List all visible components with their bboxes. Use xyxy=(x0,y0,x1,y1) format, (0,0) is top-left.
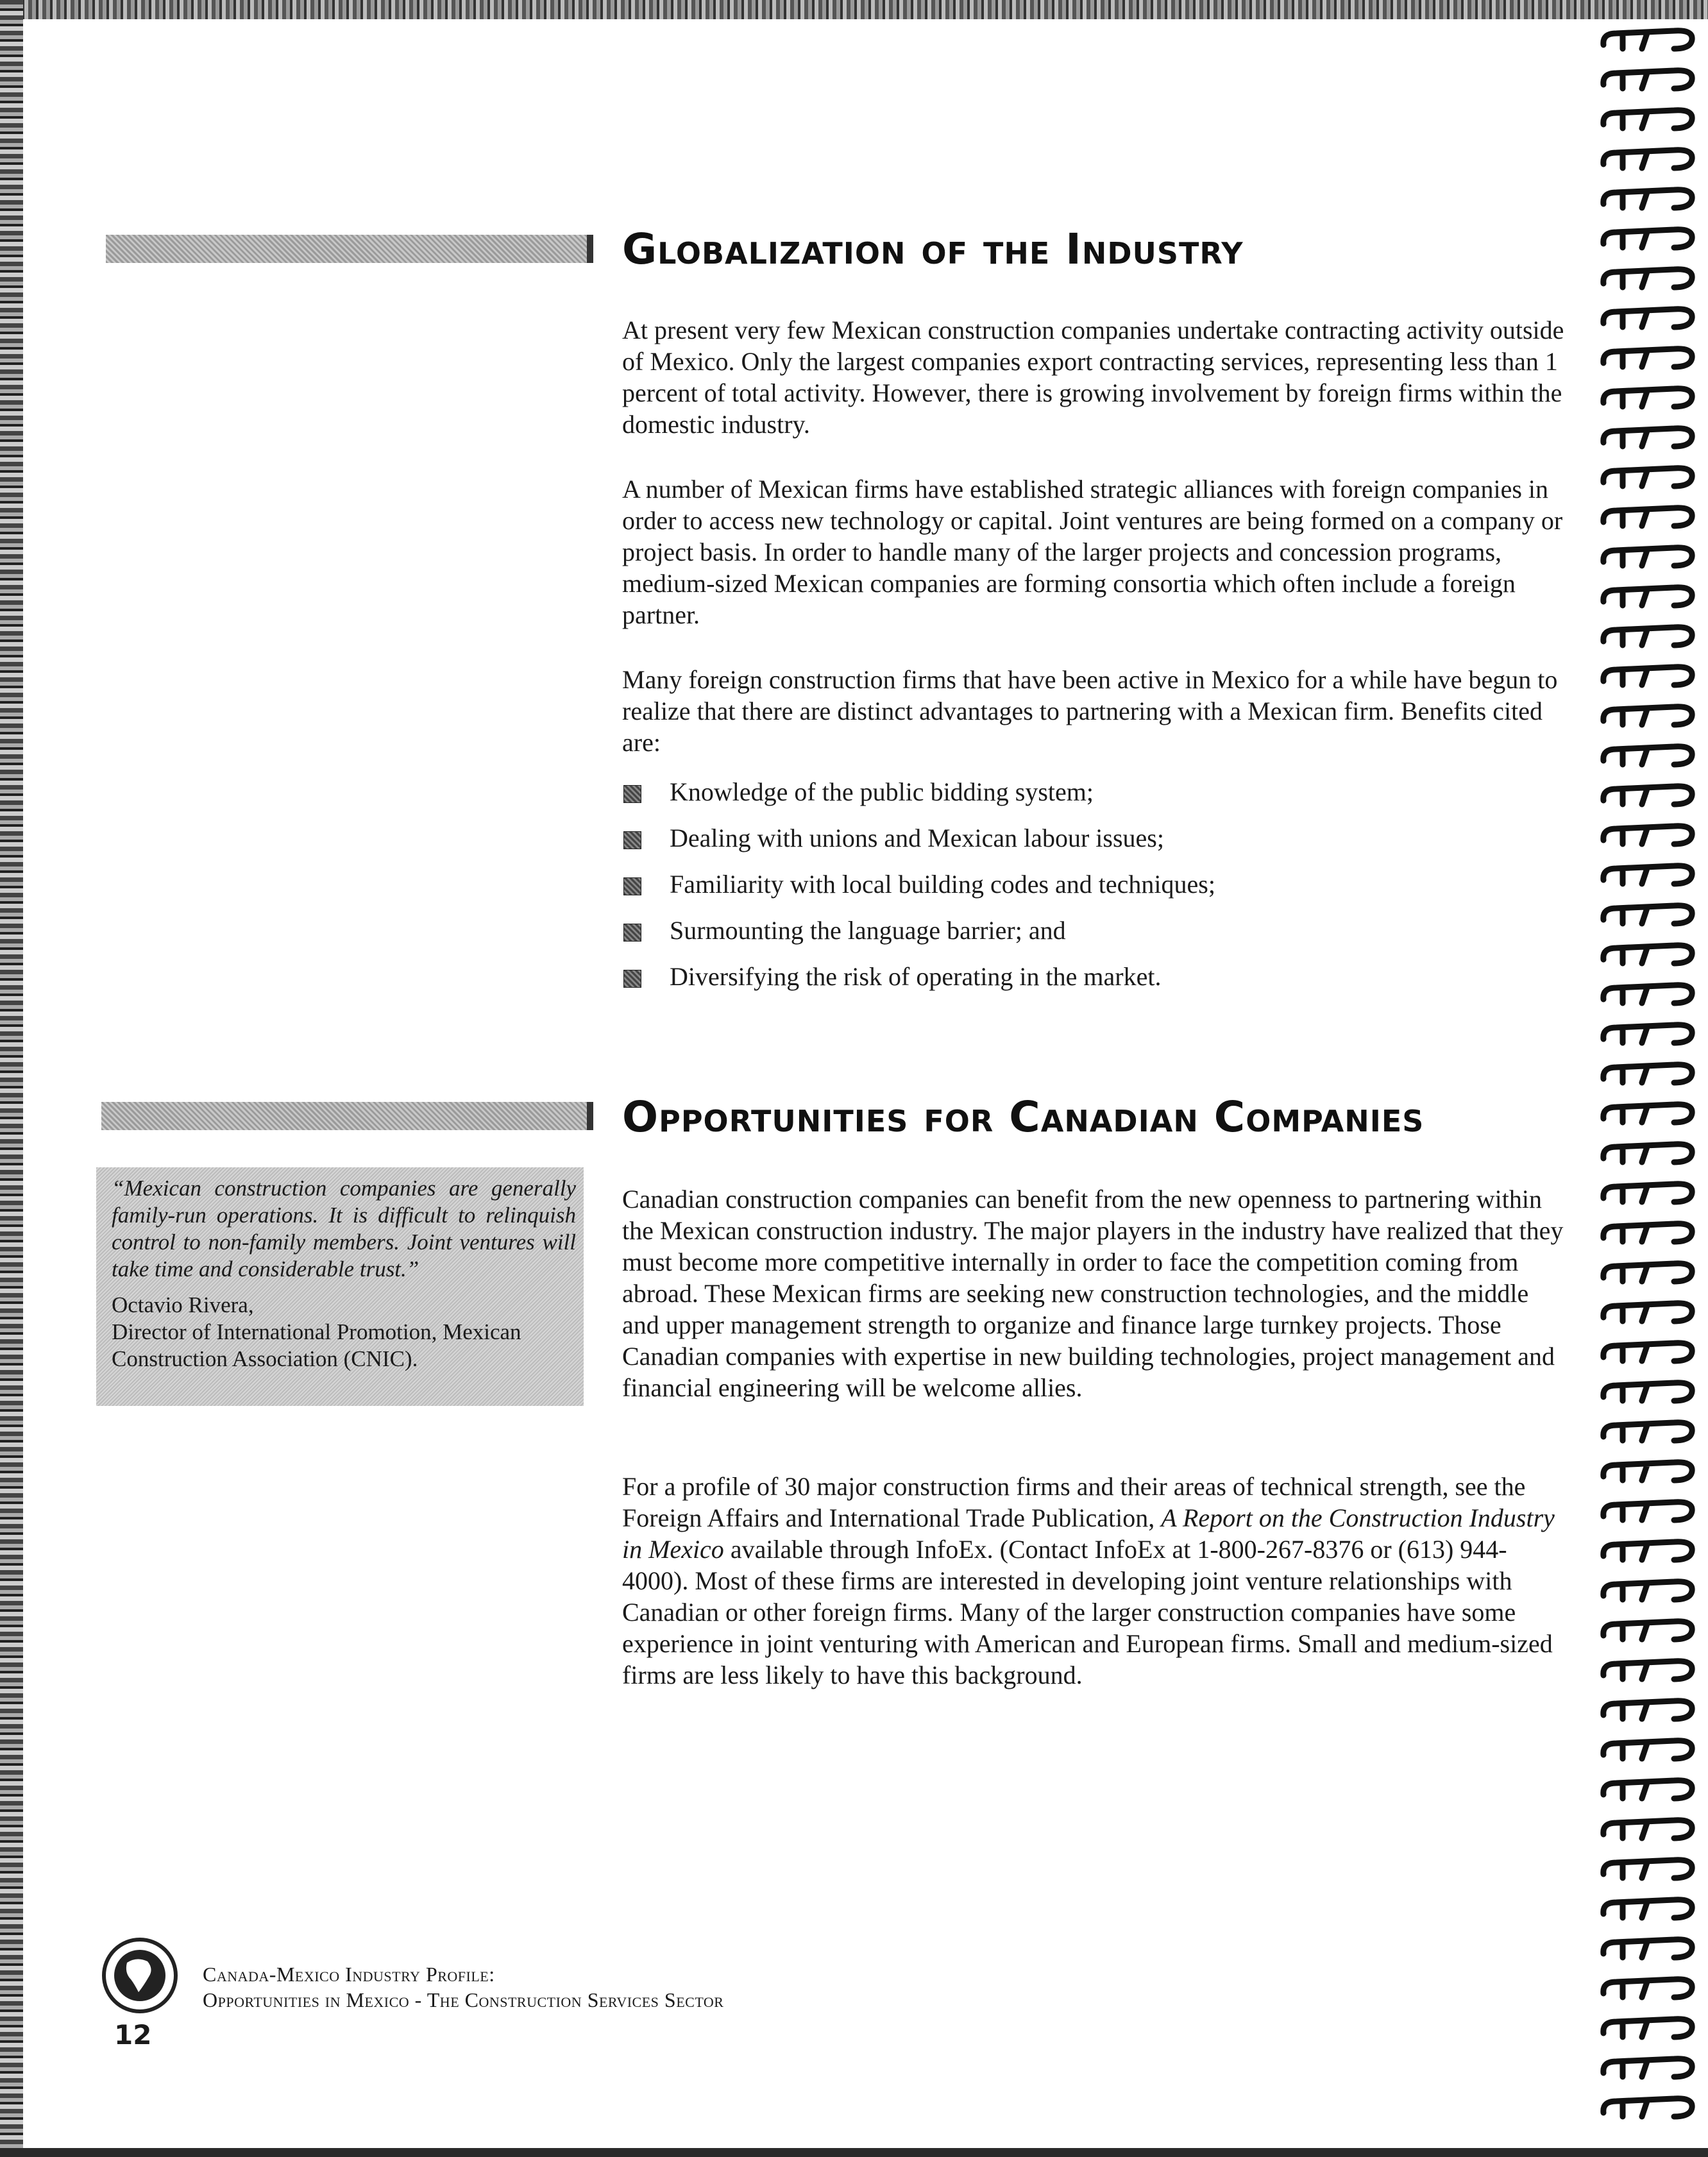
spiral-coil xyxy=(1597,1775,1700,1809)
spiral-coil xyxy=(1597,1139,1700,1172)
spiral-coil xyxy=(1597,344,1700,377)
spiral-binding xyxy=(1597,26,1708,2142)
spiral-coil xyxy=(1597,185,1700,218)
spiral-coil xyxy=(1597,1815,1700,1848)
spiral-coil xyxy=(1597,940,1700,974)
bullet-square-icon xyxy=(623,831,641,849)
spiral-coil xyxy=(1597,980,1700,1013)
spiral-coil xyxy=(1597,1736,1700,1769)
list-item xyxy=(622,961,1571,1007)
spiral-coil xyxy=(1597,1656,1700,1689)
spiral-coil xyxy=(1597,1616,1700,1650)
spiral-coil xyxy=(1597,224,1700,258)
section-divider-bar xyxy=(101,1102,593,1130)
paragraph: At present very few Mexican construction companies undertake contracting activity outside of Mexico. Only the largest companies export contracting services, representing less than 1 percent of total activity. However, there is growing involvement by foreign firms within the domestic industry. xyxy=(622,316,1564,439)
spiral-coil xyxy=(1597,105,1700,139)
bullet-square-icon xyxy=(623,785,641,803)
paragraph-text: available through InfoEx. (Contact InfoEx at 1-800-267-8376 or (613) 944-4000). Most of these firms are interested in developing joint venture relationships with Canadian or other foreign firms. Many of the larger construction companies have some experience in joint venturing with American and European firms. Small and medium-sized firms are less likely to have this background. xyxy=(622,1535,1553,1689)
spiral-coil xyxy=(1597,1696,1700,1729)
paragraph-text: For a profile of 30 major construction firms and their areas of technical strength, see the Foreign Affairs and International Trade Publication, xyxy=(622,1472,1526,1532)
footer-line-1: Canada-Mexico Industry Profile: xyxy=(203,1963,495,1986)
spiral-coil xyxy=(1597,2054,1700,2087)
list-item xyxy=(622,868,1571,915)
spiral-coil xyxy=(1597,26,1700,59)
footer-line-2: Opportunities in Mexico - The Construction Services Sector xyxy=(203,1988,724,2011)
spiral-coil xyxy=(1597,503,1700,536)
section-title-opportunities: Opportunities for Canadian Companies xyxy=(622,1092,1425,1142)
spiral-coil xyxy=(1597,821,1700,854)
spiral-coil xyxy=(1597,423,1700,457)
spiral-coil xyxy=(1597,662,1700,695)
spiral-coil xyxy=(1597,1417,1700,1451)
spiral-coil xyxy=(1597,1497,1700,1530)
bullet-square-icon xyxy=(623,877,641,895)
list-item-text: Diversifying the risk of operating in the market. xyxy=(670,962,1162,991)
spiral-coil xyxy=(1597,2094,1700,2127)
pull-quote-author: Octavio Rivera, xyxy=(112,1292,254,1317)
spiral-coil xyxy=(1597,1179,1700,1212)
pull-quote-role: Director of International Promotion, Mexican Construction Association (CNIC). xyxy=(112,1319,521,1371)
paragraph xyxy=(622,1471,1571,1691)
spiral-coil xyxy=(1597,1934,1700,1968)
spiral-coil xyxy=(1597,861,1700,894)
list-item-text: Familiarity with local building codes and techniques; xyxy=(670,870,1215,899)
spiral-coil xyxy=(1597,1020,1700,1053)
spiral-coil xyxy=(1597,304,1700,337)
list-item-text: Dealing with unions and Mexican labour issues; xyxy=(670,824,1164,852)
pull-quote-text: “Mexican construction companies are generally family-run operations. It is difficult to relinquish control to non-family members. Joint ventures will take time and considerable trust.” xyxy=(112,1176,576,1282)
scanned-page-edge-bottom xyxy=(0,2148,1708,2157)
list-item xyxy=(622,822,1571,868)
spiral-coil xyxy=(1597,1895,1700,1928)
publication-title: A Report on the Construction Industry in Mexico xyxy=(622,1503,1555,1564)
scanned-page-edge-top xyxy=(0,0,1708,19)
list-item-text: Knowledge of the public bidding system; xyxy=(670,777,1094,806)
spiral-coil xyxy=(1597,1577,1700,1610)
footer-publication-title xyxy=(203,1961,723,2013)
spiral-coil xyxy=(1597,65,1700,99)
spiral-coil xyxy=(1597,1378,1700,1411)
spiral-coil xyxy=(1597,582,1700,616)
section-title-globalization: Globalization of the Industry xyxy=(622,224,1244,274)
spiral-coil xyxy=(1597,145,1700,178)
pull-quote-box xyxy=(96,1167,584,1406)
paragraph: Canadian construction companies can benefit from the new openness to partnering within the Mexican construction industry. The major players in the industry have realized that they must become more competitive internally in order to face the competition coming from abroad. These Mexican firms are seeking new construction technologies, and the middle and upper management strength to organize and finance large turnkey projects. Those Canadian companies with expertise in new building technologies, project management and financial engineering will be welcome allies. xyxy=(622,1185,1564,1402)
spiral-coil xyxy=(1597,1457,1700,1491)
spiral-coil xyxy=(1597,264,1700,298)
benefits-list xyxy=(622,776,1571,1007)
spiral-coil xyxy=(1597,543,1700,576)
list-item xyxy=(622,776,1571,822)
spiral-coil xyxy=(1597,1855,1700,1888)
spiral-coil xyxy=(1597,781,1700,815)
list-item xyxy=(622,915,1571,961)
spiral-coil xyxy=(1597,622,1700,656)
page-number: 12 xyxy=(114,2019,152,2051)
spiral-coil xyxy=(1597,901,1700,934)
paragraph: Many foreign construction firms that have been active in Mexico for a while have begun to realize that there are distinct advantages to partnering with a Mexican firm. Benefits cited are: xyxy=(622,665,1558,757)
section-divider-bar xyxy=(106,235,593,263)
bullet-square-icon xyxy=(623,924,641,942)
spiral-coil xyxy=(1597,1258,1700,1292)
north-america-globe-seal-icon xyxy=(101,1937,178,2014)
spiral-coil xyxy=(1597,702,1700,735)
spiral-coil xyxy=(1597,1338,1700,1371)
spiral-coil xyxy=(1597,1060,1700,1093)
spiral-coil xyxy=(1597,1099,1700,1133)
scanned-page-edge-left xyxy=(0,0,23,2157)
spiral-coil xyxy=(1597,1537,1700,1570)
spiral-coil xyxy=(1597,384,1700,417)
spiral-coil xyxy=(1597,741,1700,775)
bullet-square-icon xyxy=(623,970,641,988)
spiral-coil xyxy=(1597,1298,1700,1332)
spiral-coil xyxy=(1597,463,1700,496)
spiral-coil xyxy=(1597,1219,1700,1252)
spiral-coil xyxy=(1597,2014,1700,2047)
list-item-text: Surmounting the language barrier; and xyxy=(670,916,1066,945)
paragraph: A number of Mexican firms have established strategic alliances with foreign companies in order to access new technology or capital. Joint ventures are being formed on a company or project basis. In order to handle many of the larger projects and concession programs, medium-sized Mexican companies are forming consortia which often include a foreign partner. xyxy=(622,475,1563,629)
spiral-coil xyxy=(1597,1974,1700,2008)
